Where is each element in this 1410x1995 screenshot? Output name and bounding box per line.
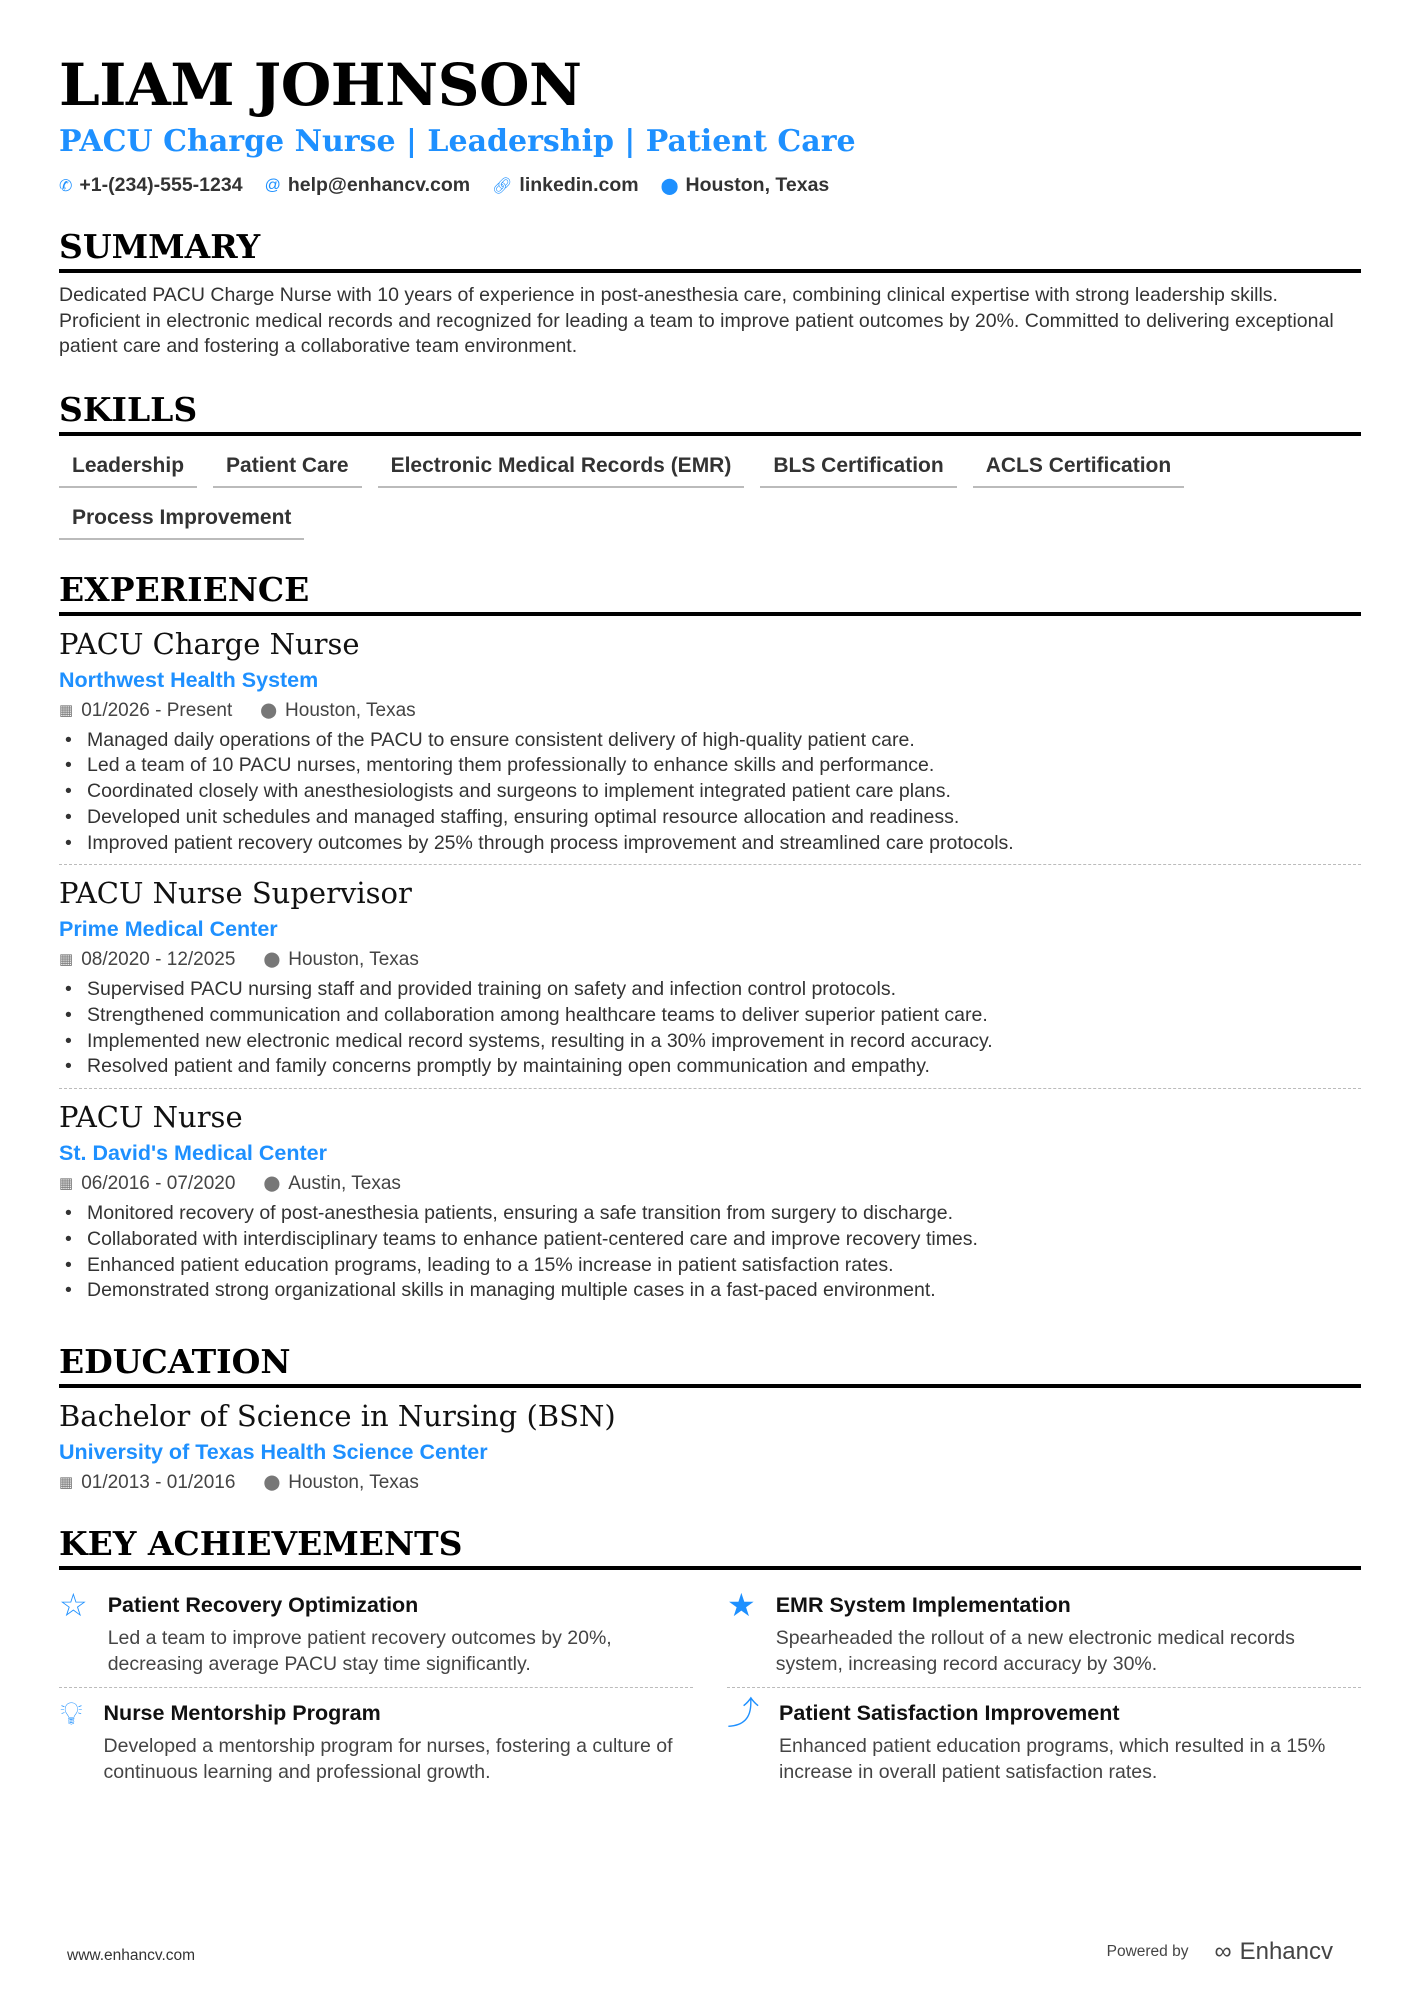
skill-tag: Electronic Medical Records (EMR)	[378, 450, 745, 488]
job-bullet: • Collaborated with interdisciplinary teams to enhance patient-centered care and improve recovery times.	[59, 1227, 1361, 1253]
achievement-desc: Enhanced patient education programs, which resulted in a 15% increase in overall patient satisfaction rates.	[779, 1735, 1326, 1783]
achievement-item	[59, 1580, 693, 1688]
skill-tag: Process Improvement	[59, 502, 304, 540]
location-pin-icon: ⬤	[263, 1473, 281, 1491]
skills-section	[59, 390, 1361, 540]
job-title: PACU Charge Nurse	[59, 626, 360, 661]
calendar-icon: ▦	[59, 951, 74, 969]
job-bullet: • Implemented new electronic medical record systems, resulting in a 30% improvement in record accuracy.	[59, 1029, 1361, 1055]
location-pin-icon: ⬤	[263, 951, 281, 969]
job-entry	[59, 1097, 1361, 1312]
email[interactable]: help@enhancv.com	[287, 174, 471, 196]
summary-section	[59, 227, 1361, 360]
skill-tag: BLS Certification	[760, 450, 956, 488]
contact-row	[59, 174, 1361, 197]
location-pin-icon: ⬤	[263, 1175, 281, 1193]
achievement-desc: Developed a mentorship program for nurses, fostering a culture of continuous learning and professional growth.	[103, 1735, 673, 1783]
job-bullet: • Enhanced patient education programs, leading to a 15% increase in patient satisfaction rates.	[59, 1253, 1361, 1279]
job-bullet: • Improved patient recovery outcomes by 25% through process improvement and streamlined care protocols.	[59, 831, 1361, 857]
achievements-section	[59, 1524, 1361, 1795]
star-filled-icon: ★	[727, 1586, 756, 1623]
achievement-item	[59, 1688, 693, 1795]
job-dates: 08/2020 - 12/2025	[81, 949, 236, 971]
skill-tag: Leadership	[59, 450, 197, 488]
job-bullet: • Supervised PACU nursing staff and provided training on safety and infection control protocols.	[59, 977, 1361, 1003]
job-bullet: • Resolved patient and family concerns promptly by maintaining open communication and empathy.	[59, 1054, 1361, 1080]
phone-icon: ✆	[59, 177, 73, 195]
phone: +1-(234)-555-1234	[79, 174, 243, 196]
job-location: Houston, Texas	[285, 699, 416, 721]
resume	[59, 50, 1361, 1795]
location-pin-icon: ⬤	[260, 701, 278, 719]
job-bullet: • Monitored recovery of post-anesthesia patients, ensuring a safe transition from surgery to discharge.	[59, 1201, 1361, 1227]
link-icon: 🔗︎	[492, 177, 513, 195]
candidate-title: PACU Charge Nurse | Leadership | Patient Care	[59, 124, 856, 159]
job-bullet: • Strengthened communication and collaboration among healthcare teams to deliver superior patient care.	[59, 1003, 1361, 1029]
location: Houston, Texas	[685, 174, 830, 196]
skill-tag: ACLS Certification	[973, 450, 1185, 488]
job-bullet: • Led a team of 10 PACU nurses, mentoring them professionally to enhance skills and performance.	[59, 753, 1361, 779]
achievement-desc: Spearheaded the rollout of a new electronic medical records system, increasing record accuracy by 30%.	[775, 1626, 1295, 1675]
enhancv-logo-icon: ∞	[1214, 1938, 1232, 1965]
job-location: Houston, Texas	[288, 949, 419, 971]
lightbulb-icon: 💡︎	[60, 1695, 83, 1732]
edu-location: Houston, Texas	[288, 1471, 419, 1493]
job-bullet: • Coordinated closely with anesthesiologists and surgeons to implement integrated patient care plans.	[59, 779, 1361, 805]
linkedin[interactable]: linkedin.com	[519, 174, 639, 196]
section-heading: EDUCATION	[59, 1342, 1361, 1388]
edu-dates: 01/2013 - 01/2016	[81, 1471, 236, 1493]
job-bullet: • Demonstrated strong organizational skills in managing multiple cases in a fast-paced environment.	[59, 1278, 1361, 1304]
at-icon: @	[264, 176, 281, 194]
powered-label: Powered by	[1106, 1943, 1189, 1960]
job-bullet: • Managed daily operations of the PACU to ensure consistent delivery of high-quality patient care.	[59, 728, 1361, 754]
star-outline-icon: ☆	[59, 1586, 88, 1623]
achievement-item	[727, 1580, 1361, 1688]
brand: Enhancv	[1239, 1938, 1333, 1965]
section-heading: SUMMARY	[59, 227, 1361, 273]
company: Northwest Health System	[59, 667, 319, 692]
job-title: PACU Nurse	[59, 1100, 243, 1135]
achievement-item	[727, 1688, 1361, 1795]
achievement-desc: Led a team to improve patient recovery outcomes by 20%, decreasing average PACU stay time significantly.	[107, 1626, 612, 1675]
powered-by	[1107, 1938, 1333, 1966]
company: St. David's Medical Center	[59, 1141, 327, 1166]
strategy-icon: ⤴	[727, 1695, 760, 1732]
job-entry	[59, 624, 1361, 866]
achievement-title: Patient Satisfaction Improvement	[779, 1701, 1120, 1726]
education-section	[59, 1342, 1361, 1506]
candidate-name: LIAM JOHNSON	[59, 51, 582, 119]
section-heading: SKILLS	[59, 390, 1361, 436]
summary-text: Dedicated PACU Charge Nurse with 10 years of experience in post-anesthesia care, combining clinical expertise with strong leadership skills. Proficient in electronic medical records and recognized for leading a team to improve patient outcomes by 20%. Committed to delivering exceptional patient care and fostering a collaborative team environment.	[59, 284, 1334, 358]
calendar-icon: ▦	[59, 701, 74, 719]
section-heading: KEY ACHIEVEMENTS	[59, 1524, 1361, 1570]
skill-tag: Patient Care	[213, 450, 362, 488]
achievement-title: EMR System Implementation	[775, 1592, 1071, 1617]
achievement-title: Patient Recovery Optimization	[107, 1592, 419, 1617]
experience-section	[59, 570, 1361, 1312]
job-bullet: • Developed unit schedules and managed staffing, ensuring optimal resource allocation and readiness.	[59, 805, 1361, 831]
calendar-icon: ▦	[59, 1473, 74, 1491]
school: University of Texas Health Science Center	[59, 1439, 488, 1464]
company: Prime Medical Center	[59, 917, 278, 942]
degree: Bachelor of Science in Nursing (BSN)	[59, 1398, 616, 1433]
job-entry	[59, 873, 1361, 1089]
job-title: PACU Nurse Supervisor	[59, 876, 412, 911]
job-dates: 06/2016 - 07/2020	[81, 1173, 236, 1195]
achievement-title: Nurse Mentorship Program	[103, 1701, 381, 1726]
job-dates: 01/2026 - Present	[81, 699, 233, 721]
job-location: Austin, Texas	[288, 1173, 401, 1195]
location-pin-icon: ⬤	[660, 177, 679, 195]
footer-site[interactable]: www.enhancv.com	[67, 1947, 196, 1964]
section-heading: EXPERIENCE	[59, 570, 1361, 616]
calendar-icon: ▦	[59, 1175, 74, 1193]
